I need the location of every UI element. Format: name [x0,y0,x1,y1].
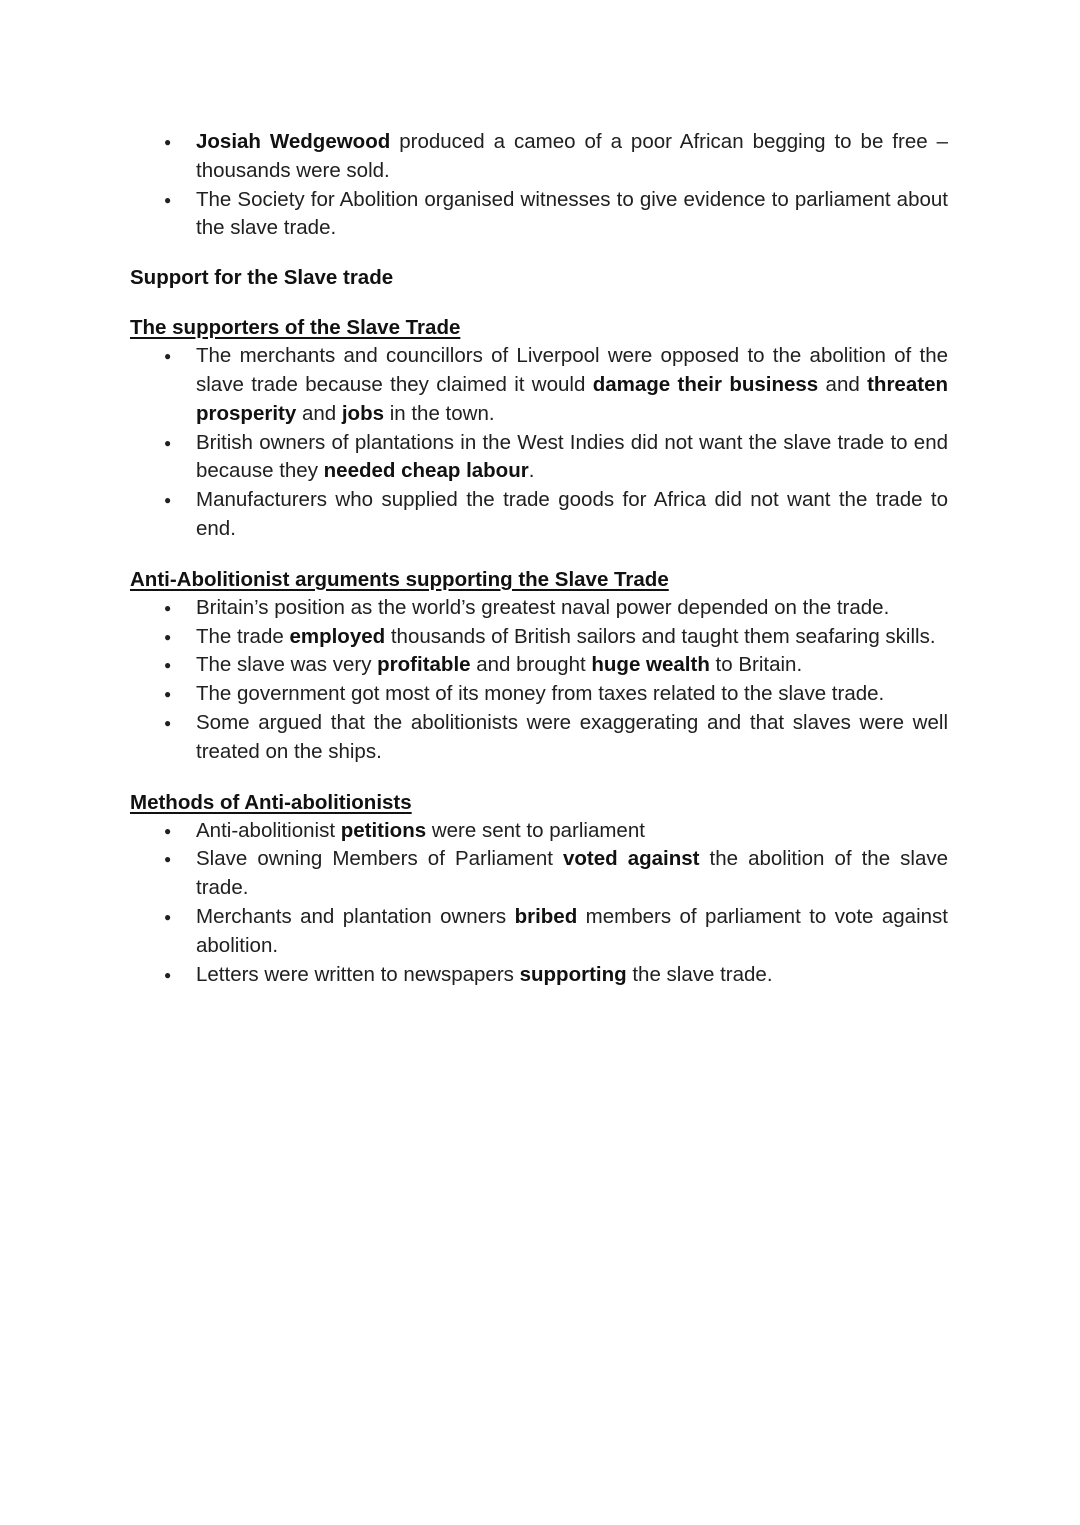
list-item [196,709,948,767]
list-item [196,429,948,487]
text-run: The slave was very [196,653,378,677]
bold-text: bribed [514,904,578,928]
list-item [196,594,948,623]
text-run: produced a cameo of a poor African begging to be free – thousands were sold. [196,130,948,182]
text-run: The merchants and councillors of Liverpool were opposed to the abolition of the slave trade because they claimed it would [196,344,948,396]
text-run: Letters were written to newspapers [196,962,520,986]
text-run: were sent to parliament [426,818,645,842]
text-run: Some argued that the abolitionists were exaggerating and that slaves were well treated on the ships. [196,710,948,763]
supporters-bullet-list [130,342,948,544]
bold-text: damage their business [592,372,819,396]
text-run: thousands of British sailors and taught them seafaring skills. [385,624,936,648]
methods-bullet-list [130,817,948,990]
bold-text: huge wealth [591,653,710,677]
bold-text: supporting [519,962,627,986]
text-run: and [818,372,868,396]
bold-text: employed [289,624,386,648]
text-run: The Society for Abolition organised witnesses to give evidence to parliament about the slave trade. [196,187,948,240]
heading-supporters: The supporters of the Slave Trade [130,316,461,340]
list-item [196,903,948,961]
list-item [196,623,948,652]
text-run: and brought [470,653,592,677]
arguments-bullet-list [130,594,948,767]
list-item [196,680,948,709]
list-item [196,845,948,903]
list-item [196,186,948,244]
text-run: Anti-abolitionist [196,818,341,842]
text-run: British owners of plantations in the West Indies did not want the slave trade to end because they [196,430,948,483]
bold-text: profitable [377,653,471,677]
section-title-support: Support for the Slave trade [130,266,394,290]
list-item [196,128,948,186]
list-item [196,817,948,846]
heading-arguments: Anti-Abolitionist arguments supporting the Slave Trade [130,567,669,591]
intro-bullet-list [130,128,948,243]
document-page [130,128,948,989]
heading-methods: Methods of Anti-abolitionists [130,790,412,814]
bold-text: voted against [562,847,700,871]
text-run: Merchants and plantation owners [196,904,515,928]
list-item [196,486,948,544]
list-item [196,342,948,428]
text-run: The government got most of its money from taxes related to the slave trade. [196,682,885,706]
text-run: the abolition of the slave trade. [196,847,949,900]
text-run: . [528,459,535,483]
text-run: Britain’s position as the world’s greatest naval power depended on the trade. [196,595,890,619]
bold-text: Josiah Wedgewood [196,130,391,153]
text-run: to Britain. [709,653,803,677]
text-run: The trade [196,624,290,648]
text-run: members of parliament to vote against abolition. [196,904,948,957]
bold-text: threaten prosperity [196,372,948,425]
text-run: the slave trade. [626,962,773,986]
list-item [196,961,948,990]
bold-text: petitions [340,818,427,842]
bold-text: jobs [341,401,385,425]
text-run: Manufacturers who supplied the trade goods for Africa did not want the trade to end. [196,488,948,540]
bold-text: needed cheap labour [323,459,529,483]
text-run: and [296,401,342,425]
text-run: Slave owning Members of Parliament [196,847,563,871]
text-run: in the town. [384,401,495,425]
list-item [196,651,948,680]
